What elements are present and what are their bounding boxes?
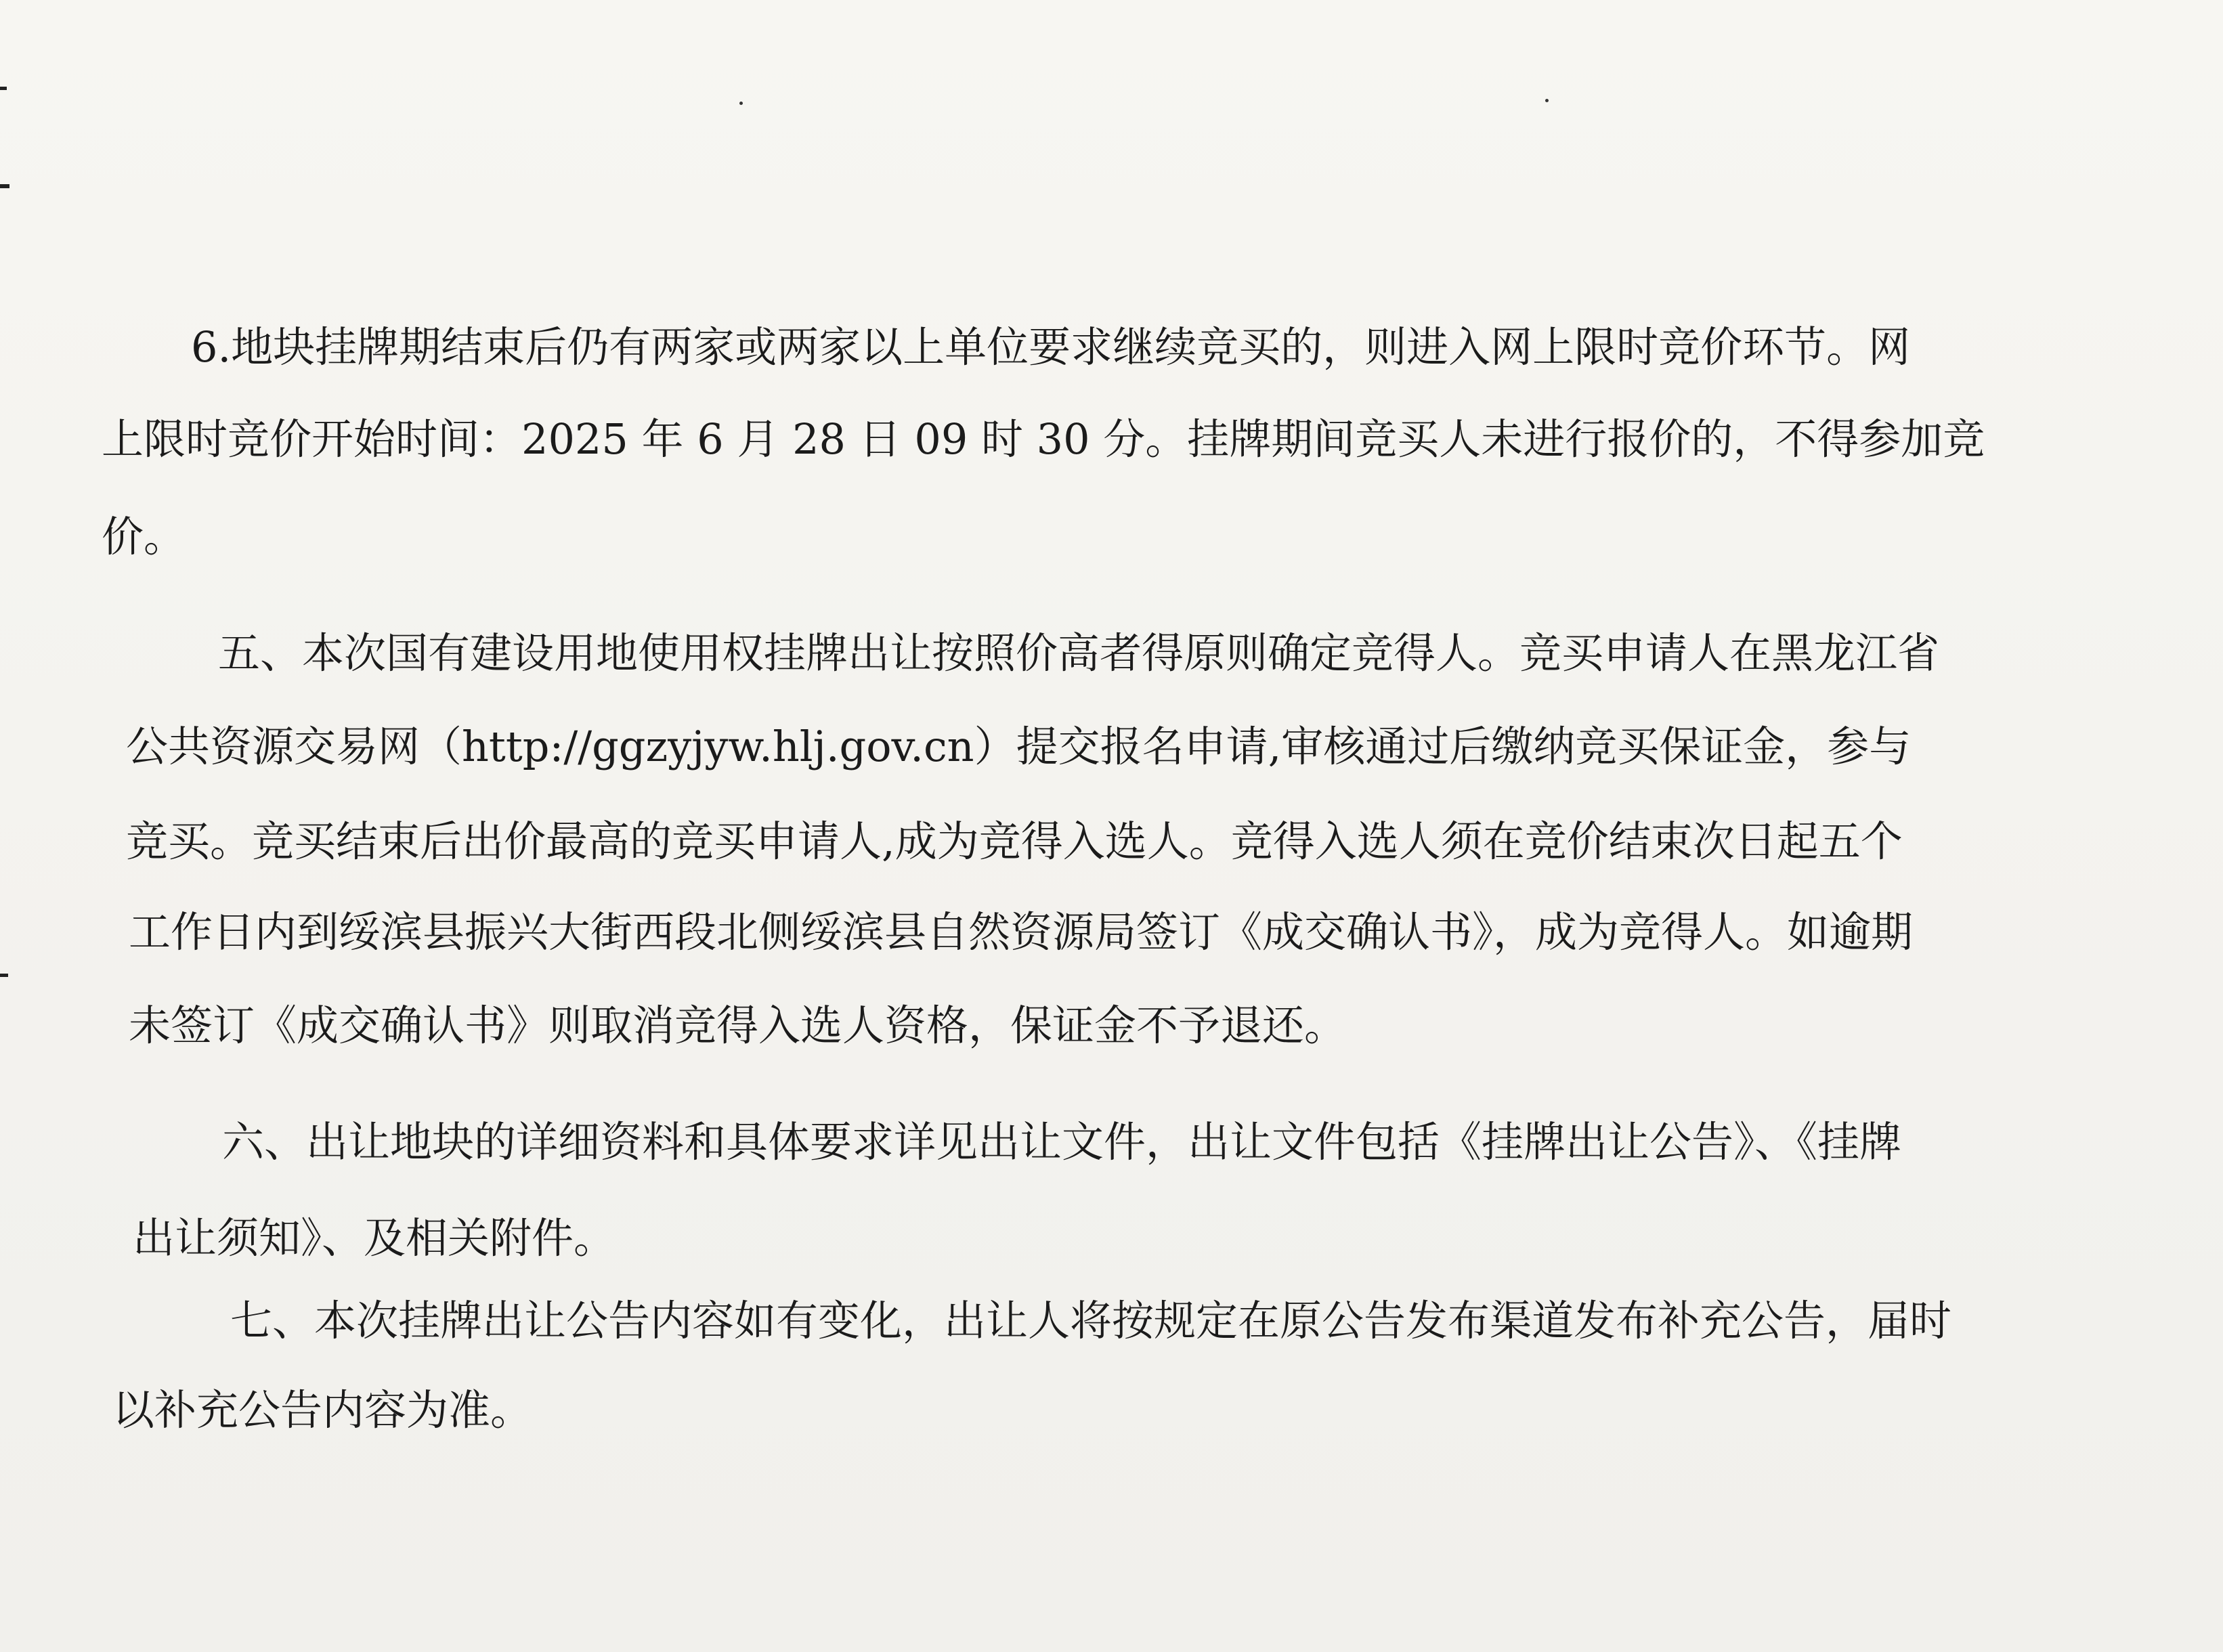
paragraph-line: 以补充公告内容为准。 bbox=[112, 1385, 533, 1435]
paragraph-line: 竞买。竞买结束后出价最高的竞买申请人,成为竞得入选人。竞得入选人须在竞价结束次日起五个 bbox=[126, 817, 1903, 866]
paragraph-line: 未签订《成交确认书》则取消竞得入选人资格，保证金不予退还。 bbox=[129, 1001, 1347, 1050]
paragraph-line: 价。 bbox=[102, 512, 186, 561]
paragraph-line: 五、本次国有建设用地使用权挂牌出让按照价高者得原则确定竞得人。竞买申请人在黑龙江省 bbox=[218, 628, 1940, 678]
paragraph-line: 工作日内到绥滨县振兴大街西段北侧绥滨县自然资源局签订《成交确认书》，成为竞得人。如逾期 bbox=[129, 907, 1914, 957]
paragraph-line: 公共资源交易网（http://ggzyjyw.hlj.gov.cn）提交报名申请,审核通过后缴纳竞买保证金，参与 bbox=[126, 722, 1912, 771]
paragraph-line: 出让须知》、及相关附件。 bbox=[133, 1213, 616, 1263]
paragraph-line: 七、本次挂牌出让公告内容如有变化，出让人将按规定在原公告发布渠道发布补充公告，届时 bbox=[230, 1296, 1952, 1345]
paragraph-line: 六、出让地块的详细资料和具体要求详见出让文件，出让文件包括《挂牌出让公告》、《挂牌 bbox=[222, 1117, 1902, 1167]
paragraph-line: 6.地块挂牌期结束后仍有两家或两家以上单位要求继续竞买的，则进入网上限时竞价环节。网 bbox=[191, 322, 1911, 372]
paragraph-line: 上限时竞价开始时间：2025 年 6 月 28 日 09 时 30 分。挂牌期间竞买人未进行报价的，不得参加竞 bbox=[102, 414, 1985, 464]
